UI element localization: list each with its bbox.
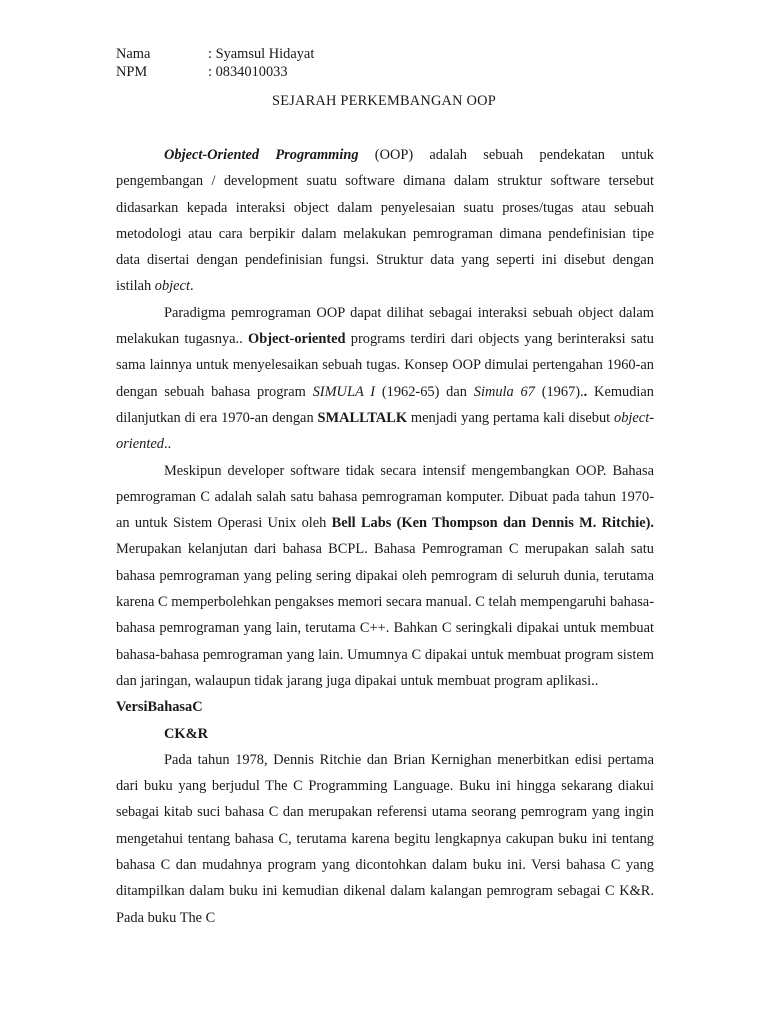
p1-end: . <box>189 278 194 295</box>
heading-versi-bahasa-c: VersiBahasaC <box>116 699 203 716</box>
paragraph-c-language <box>116 458 654 695</box>
p2-smalltalk: SMALLTALK <box>317 409 408 426</box>
heading-ckr: CK&R <box>164 725 208 742</box>
document-title: SEJARAH PERKEMBANGAN OOP <box>272 93 496 109</box>
p2-object-oriented: Object-oriented <box>248 331 346 348</box>
p2-k: menjadi yang pertama kali disebut <box>407 409 615 426</box>
paragraph-kr: Pada tahun 1978, Dennis Ritchie dan Brian Kernighan menerbitkan edisi pertama dari buku yang berjudul The C Programming Language. Buku ini hingga sekarang diakui sebagai kitab suci bahasa C dan merupakan referensi utama seorang pemrogram yang ingin mengetahui tentang bahasa C, terutama karena begitu lengkapnya cakupan buku ini tentang bahasa C dan mudahnya program yang dicontohkan dalam buku ini. Versi bahasa C yang ditampilkan dalam buku ini kemudian dikenal dalam kalangan pemrogram sebagai C K&R. Pada buku The C <box>116 751 654 926</box>
p3-bell-labs: Bell Labs (Ken Thompson dan Dennis M. Ritchie). <box>331 515 654 532</box>
npm-label: NPM <box>116 64 148 80</box>
p2-h: . <box>583 383 588 400</box>
p2-i: Kemudian dilanjutkan di era 1970-an dengan <box>116 383 654 426</box>
paragraph-oop-definition <box>116 142 654 300</box>
npm-row <box>116 63 314 81</box>
oop-term: Object-Oriented Programming <box>164 147 359 163</box>
name-row <box>116 45 314 63</box>
p2-simula-67: Simula 67 <box>473 383 535 400</box>
npm-value: : 0834010033 <box>208 64 288 80</box>
p2-a: Paradigma pemrograman OOP dapat dilihat sebagai interaksi sebuah object dalam melakukan tugasnya.. <box>116 304 654 348</box>
p2-object-oriented-term: object-oriented <box>116 409 654 453</box>
p1-object-term: object <box>154 278 190 295</box>
p2-e: (1962-65) dan <box>375 383 474 400</box>
name-value: : Syamsul Hidayat <box>208 46 315 62</box>
paragraph-oop-paradigm <box>116 300 654 458</box>
p2-simula-i: SIMULA I <box>312 383 376 400</box>
p2-m: .. <box>163 436 172 453</box>
document-body <box>116 142 654 931</box>
p3-a: Meskipun developer software tidak secara intensif mengembangkan OOP. Bahasa pemrograman C adalah salah satu bahasa pemrograman komputer. Dibuat pada tahun 1970-an untuk Sistem Operasi Unix oleh <box>116 462 654 532</box>
p1-text: (OOP) adalah sebuah pendekatan untuk pengembangan / development suatu software dimana dalam struktur software tersebut didasarkan kepada interaksi object dalam penyelesaian suatu proses/tugas atau sebuah metodologi atau cara berpikir dalam melakukan pemrograman dimana pendefinisian tipe data disertai dengan pendefinisian fungsi. Struktur data yang seperti ini disebut dengan istilah <box>116 147 654 295</box>
p3-c: Merupakan kelanjutan dari bahasa BCPL. Bahasa Pemrograman C merupakan salah satu bahasa pemrograman yang peling sering dipakai oleh pemrogram di seluruh dunia, terutama karena C memperbolehkan pengakses memori secara manual. C telah mempengaruhi bahasa-bahasa pemrograman yang lain, terutama C++. Bahkan C seringkali dipakai untuk membuat bahasa-bahasa pemrograman yang lain. Umumnya C dipakai untuk membuat program sistem dan jaringan, walaupun tidak jarang juga dipakai untuk membuat program aplikasi.. <box>116 541 654 689</box>
p2-g: (1967). <box>534 383 584 400</box>
p2-c: programs terdiri dari objects yang berinteraksi satu sama lainnya untuk menyelesaikan sebuah tugas. Konsep OOP dimulai pertengahan 1960-an dengan sebuah bahasa program <box>116 331 654 400</box>
author-header <box>116 45 314 81</box>
name-label: Nama <box>116 46 151 62</box>
